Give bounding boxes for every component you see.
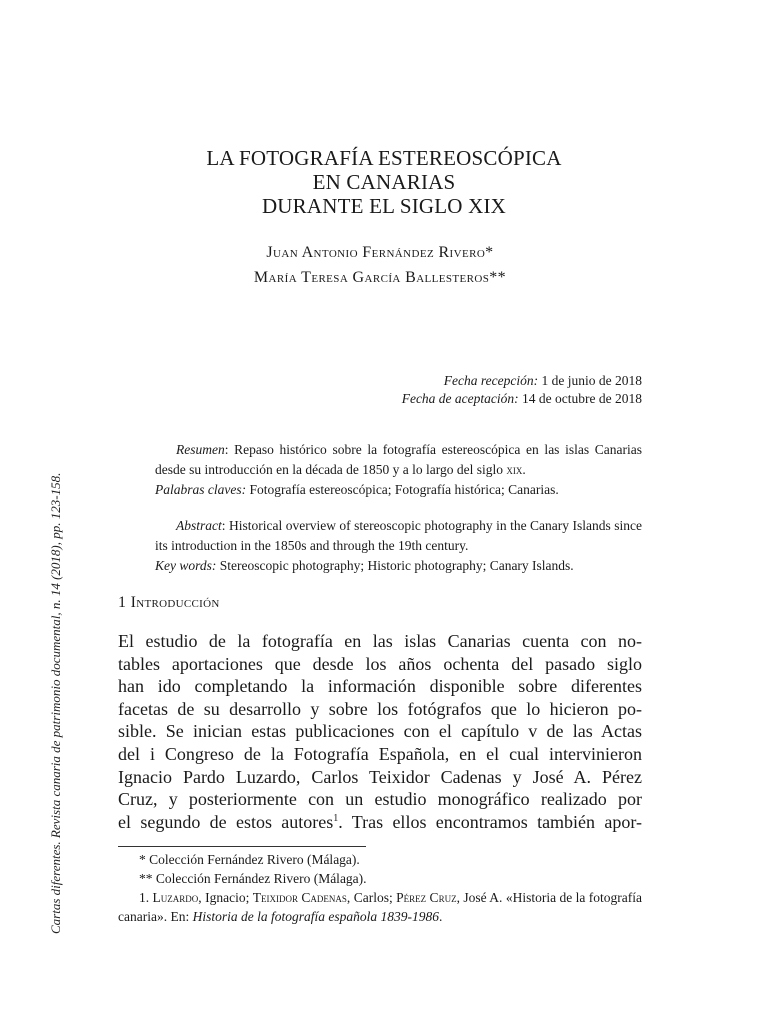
fn3-book-title: Historia de la fotografía española 1839-1986 bbox=[192, 909, 439, 924]
title-line-1: LA FOTOGRAFÍA ESTEREOSCÓPICA bbox=[206, 146, 562, 170]
body-paragraph bbox=[118, 630, 642, 833]
footnote-2: ** Colección Fernández Rivero (Málaga). bbox=[139, 871, 367, 886]
received-value: 1 de junio de 2018 bbox=[538, 373, 642, 388]
abstract-text: : Historical overview of stereoscopic photography in the Canary Islands since its introduction in the 1850s and through the 19th century. bbox=[155, 518, 642, 553]
body-line: sible. Se inician estas publicaciones con el capítulo v de las Actas bbox=[118, 721, 642, 742]
resumen-end: . bbox=[522, 462, 526, 477]
article-title bbox=[34, 146, 734, 218]
resumen-text: : Repaso histórico sobre la fotografía estereoscópica en las islas Canarias desde su introducción en la década de 1850 y a lo largo del siglo bbox=[155, 442, 642, 477]
key-words-label: Key words: bbox=[155, 558, 217, 573]
fn3-text-3: , José A. «Historia de la fotografía canaria». En: bbox=[118, 890, 643, 924]
resumen-siglo: xix bbox=[506, 462, 523, 477]
author-1: Juan Antonio Fernández Rivero* bbox=[266, 244, 494, 261]
fn3-text-1: , Ignacio; bbox=[198, 890, 253, 905]
accepted-value: 14 de octubre de 2018 bbox=[518, 391, 642, 406]
resumen-paragraph bbox=[155, 440, 642, 480]
footnote-3 bbox=[118, 888, 642, 926]
footnote-rule bbox=[118, 846, 366, 847]
body-line: facetas de su desarrollo y sobre los fotógrafos que lo hicieron po- bbox=[118, 698, 642, 719]
abstract-label: Abstract bbox=[176, 518, 222, 533]
abstract-block bbox=[155, 516, 642, 576]
palabras-claves-label: Palabras claves: bbox=[155, 482, 247, 497]
title-line-3: DURANTE EL SIGLO XIX bbox=[261, 194, 507, 218]
abstract-paragraph bbox=[155, 516, 642, 556]
journal-citation: Cartas diferentes. Revista canaria de patrimonio documental, n. 14 (2018), pp. 123-158. bbox=[48, 472, 63, 934]
footnote-1: * Colección Fernández Rivero (Málaga). bbox=[139, 852, 360, 867]
body-line-9b: . Tras ellos encontramos también apor- bbox=[338, 811, 642, 832]
key-words bbox=[155, 556, 642, 576]
footnote-ref: 1 bbox=[333, 812, 339, 824]
body-line bbox=[118, 811, 642, 834]
fn3-author-3: Pérez Cruz bbox=[396, 890, 457, 905]
section-number: 1 bbox=[118, 594, 131, 611]
body-line: Cruz, y posteriormente con un estudio monográfico realizado por bbox=[118, 789, 642, 810]
body-line: Ignacio Pardo Luzardo, Carlos Teixidor Cadenas y José A. Pérez bbox=[118, 766, 642, 787]
resumen-label: Resumen bbox=[176, 442, 225, 457]
section-title: Introducción bbox=[130, 594, 220, 611]
resumen-block bbox=[155, 440, 642, 500]
accepted-label: Fecha de aceptación: bbox=[401, 391, 519, 406]
fn3-author-2: Teixidor Cadenas bbox=[252, 890, 347, 905]
title-line-2: EN CANARIAS bbox=[312, 170, 456, 194]
key-words-text: Stereoscopic photography; Historic photography; Canary Islands. bbox=[216, 558, 574, 573]
body-line: han ido completando la información disponible sobre diferentes bbox=[118, 676, 642, 697]
footnotes bbox=[118, 850, 642, 926]
body-line-9a: el segundo de estos autores bbox=[118, 811, 334, 832]
body-line: del i Congreso de la Fotografía Española, en el cual intervinieron bbox=[118, 743, 642, 764]
body-line: tables aportaciones que desde los años ochenta del pasado siglo bbox=[118, 653, 642, 674]
fn3-end: . bbox=[438, 909, 443, 924]
section-heading bbox=[118, 594, 220, 612]
palabras-claves-text: Fotografía estereoscópica; Fotografía histórica; Canarias. bbox=[246, 482, 559, 497]
author-list bbox=[0, 240, 760, 290]
accepted-date bbox=[300, 390, 642, 408]
palabras-claves bbox=[155, 480, 642, 500]
fn3-text-2: , Carlos; bbox=[346, 890, 397, 905]
body-line: El estudio de la fotografía en las islas Canarias cuenta con no- bbox=[118, 631, 642, 651]
submission-dates bbox=[300, 372, 642, 408]
received-date bbox=[300, 372, 642, 390]
fn3-num: 1. bbox=[139, 890, 153, 905]
fn3-author-1: Luzardo bbox=[152, 890, 199, 905]
author-2: María Teresa García Ballesteros** bbox=[253, 269, 507, 286]
received-label: Fecha recepción: bbox=[443, 373, 539, 388]
